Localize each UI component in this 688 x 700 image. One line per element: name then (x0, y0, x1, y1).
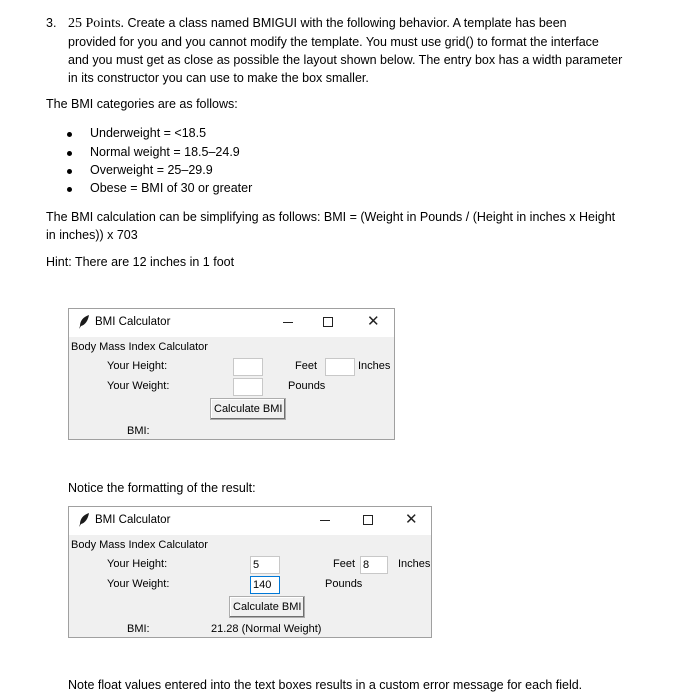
weight-input[interactable]: 140 (250, 576, 280, 594)
bullet-icon (67, 132, 72, 137)
bullet-icon (67, 169, 72, 174)
minimize-icon[interactable] (283, 322, 293, 323)
bmi-window-result (68, 506, 432, 638)
pounds-label: Pounds (288, 380, 326, 392)
feather-icon (77, 314, 91, 330)
question-line-1 (68, 14, 622, 33)
inches-input[interactable] (325, 358, 355, 376)
title-bar (69, 507, 431, 535)
bmi-result: 21.28 (Normal Weight) (211, 623, 322, 635)
calculate-bmi-button[interactable]: Calculate BMI (210, 398, 286, 420)
calc-line-2: in inches)) x 703 (46, 228, 138, 242)
list-item-text: Overweight = 25–29.9 (90, 163, 213, 177)
title-bar (69, 309, 394, 337)
pounds-label: Pounds (325, 578, 363, 590)
window-title: BMI Calculator (95, 316, 171, 328)
inches-input[interactable]: 8 (360, 556, 388, 574)
bmi-window-empty (68, 308, 395, 440)
question-number: 3. (46, 16, 57, 30)
close-icon[interactable]: ✕ (405, 510, 418, 528)
maximize-icon[interactable] (323, 317, 333, 327)
categories-intro: The BMI categories are as follows: (46, 97, 238, 111)
feet-label: Feet (295, 360, 318, 372)
height-label: Your Height: (107, 558, 168, 570)
weight-input[interactable] (233, 378, 263, 396)
bmi-label: BMI: (127, 623, 150, 635)
feet-input[interactable] (233, 358, 263, 376)
weight-label: Your Weight: (107, 578, 170, 590)
question-line-4: in its constructor you can use to make the box smaller. (68, 71, 369, 85)
weight-label: Your Weight: (107, 380, 170, 392)
feet-input[interactable]: 5 (250, 556, 280, 574)
notice-text: Notice the formatting of the result: (68, 481, 256, 495)
height-label: Your Height: (107, 360, 168, 372)
question-points: 25 Points. (68, 16, 125, 31)
heading-label: Body Mass Index Calculator (71, 539, 208, 551)
question-text (68, 14, 622, 87)
list-item-text: Normal weight = 18.5–24.9 (90, 145, 240, 159)
window-title: BMI Calculator (95, 514, 171, 526)
question-line-3: and you must get as close as possible the layout shown below. The entry box has a width parameter (68, 53, 623, 67)
bullet-icon (67, 187, 72, 192)
inches-label: Inches (398, 558, 431, 570)
feet-label: Feet (333, 558, 356, 570)
question-line-2: provided for you and you cannot modify the template. You must use grid() to format the interface (68, 35, 599, 49)
calc-formula (46, 208, 615, 244)
maximize-icon[interactable] (363, 515, 373, 525)
hint-text: Hint: There are 12 inches in 1 foot (46, 255, 235, 269)
calc-line-1: The BMI calculation can be simplifying as follows: BMI = (Weight in Pounds / (Height in inches x Height (46, 210, 616, 224)
feather-icon (77, 512, 91, 528)
bullet-icon (67, 151, 72, 156)
bmi-label: BMI: (127, 425, 150, 437)
close-icon[interactable]: ✕ (367, 312, 380, 330)
note-text: Note float values entered into the text boxes results in a custom error message for each field. (68, 678, 583, 692)
question-line1-rest: Create a class named BMIGUI with the following behavior. A template has been (127, 16, 567, 30)
list-item-text: Obese = BMI of 30 or greater (90, 181, 253, 195)
minimize-icon[interactable] (320, 520, 330, 521)
heading-label: Body Mass Index Calculator (71, 341, 208, 353)
calculate-bmi-button[interactable]: Calculate BMI (229, 596, 305, 618)
inches-label: Inches (358, 360, 391, 372)
list-item-text: Underweight = <18.5 (90, 126, 207, 140)
